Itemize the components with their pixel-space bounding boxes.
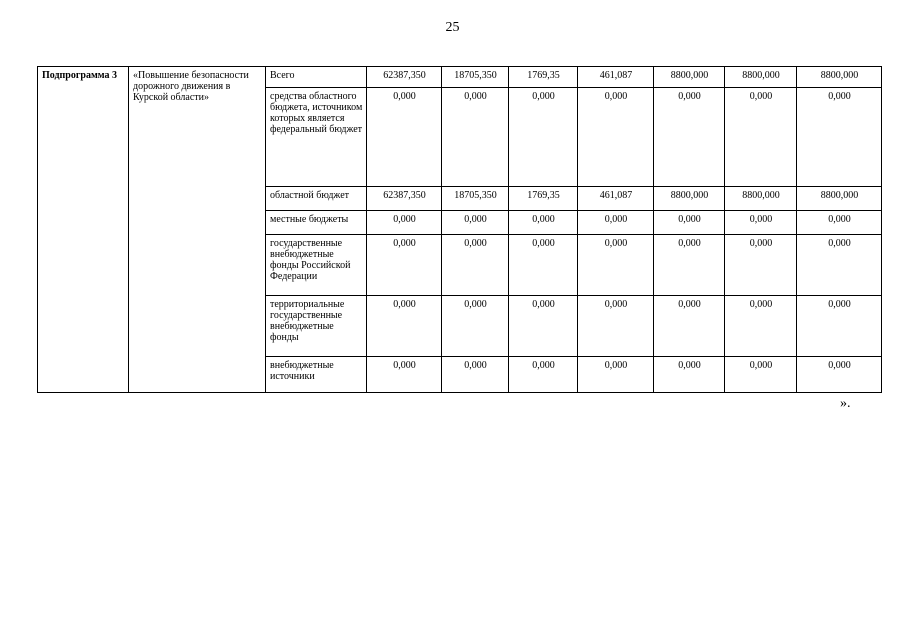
table-cell: 0,000 <box>367 357 442 393</box>
closing-quote: ». <box>840 396 851 411</box>
table-cell: 0,000 <box>509 211 578 235</box>
table-cell: 18705,350 <box>442 187 509 211</box>
table-cell: 0,000 <box>725 296 797 357</box>
table-cell: 0,000 <box>797 296 882 357</box>
table-cell: 0,000 <box>654 296 725 357</box>
funding-table <box>37 66 882 393</box>
table-cell: 461,087 <box>578 67 654 88</box>
table-cell: 1769,35 <box>509 67 578 88</box>
table-cell: 8800,000 <box>797 67 882 88</box>
table-cell: 0,000 <box>509 296 578 357</box>
table-cell: 0,000 <box>367 296 442 357</box>
page-number: 25 <box>445 20 460 35</box>
table-cell: 0,000 <box>578 296 654 357</box>
table-cell: 0,000 <box>509 357 578 393</box>
funding-source: внебюджетные источники <box>266 357 367 393</box>
table-row <box>38 67 882 88</box>
table-cell: 0,000 <box>725 357 797 393</box>
table-cell: 0,000 <box>367 88 442 187</box>
table-cell: 0,000 <box>442 296 509 357</box>
table-cell: 0,000 <box>725 211 797 235</box>
table-cell: 0,000 <box>797 235 882 296</box>
table-cell: 0,000 <box>654 357 725 393</box>
table-cell: 0,000 <box>797 357 882 393</box>
subprogram-label: Подпрограмма 3 <box>38 67 129 393</box>
funding-source: государственные внебюджетные фонды Российской Федерации <box>266 235 367 296</box>
table-cell: 0,000 <box>367 211 442 235</box>
funding-source: средства областного бюджета, источником которых является федеральный бюджет <box>266 88 367 187</box>
table-cell: 0,000 <box>442 235 509 296</box>
table-cell: 8800,000 <box>725 187 797 211</box>
table-cell: 1769,35 <box>509 187 578 211</box>
funding-source: Всего <box>266 67 367 88</box>
funding-source: местные бюджеты <box>266 211 367 235</box>
table-cell: 0,000 <box>725 235 797 296</box>
table-cell: 0,000 <box>509 88 578 187</box>
table-cell: 8800,000 <box>725 67 797 88</box>
table-cell: 0,000 <box>442 357 509 393</box>
table-cell: 8800,000 <box>797 187 882 211</box>
table-cell: 0,000 <box>654 88 725 187</box>
table-cell: 8800,000 <box>654 67 725 88</box>
table-cell: 8800,000 <box>654 187 725 211</box>
table-cell: 0,000 <box>797 211 882 235</box>
table-cell: 18705,350 <box>442 67 509 88</box>
subprogram-title: «Повышение безопасности дорожного движения в Курской области» <box>129 67 266 393</box>
table-cell: 62387,350 <box>367 67 442 88</box>
table-cell: 0,000 <box>578 88 654 187</box>
table-cell: 0,000 <box>578 235 654 296</box>
table-cell: 0,000 <box>725 88 797 187</box>
table-cell: 0,000 <box>442 88 509 187</box>
table-cell: 0,000 <box>654 211 725 235</box>
table-cell: 0,000 <box>654 235 725 296</box>
table-cell: 62387,350 <box>367 187 442 211</box>
funding-source: территориальные государственные внебюджетные фонды <box>266 296 367 357</box>
table-cell: 0,000 <box>367 235 442 296</box>
table-cell: 0,000 <box>578 211 654 235</box>
table-cell: 0,000 <box>797 88 882 187</box>
table-cell: 0,000 <box>509 235 578 296</box>
table-cell: 0,000 <box>442 211 509 235</box>
table-cell: 461,087 <box>578 187 654 211</box>
funding-source: областной бюджет <box>266 187 367 211</box>
table-cell: 0,000 <box>578 357 654 393</box>
